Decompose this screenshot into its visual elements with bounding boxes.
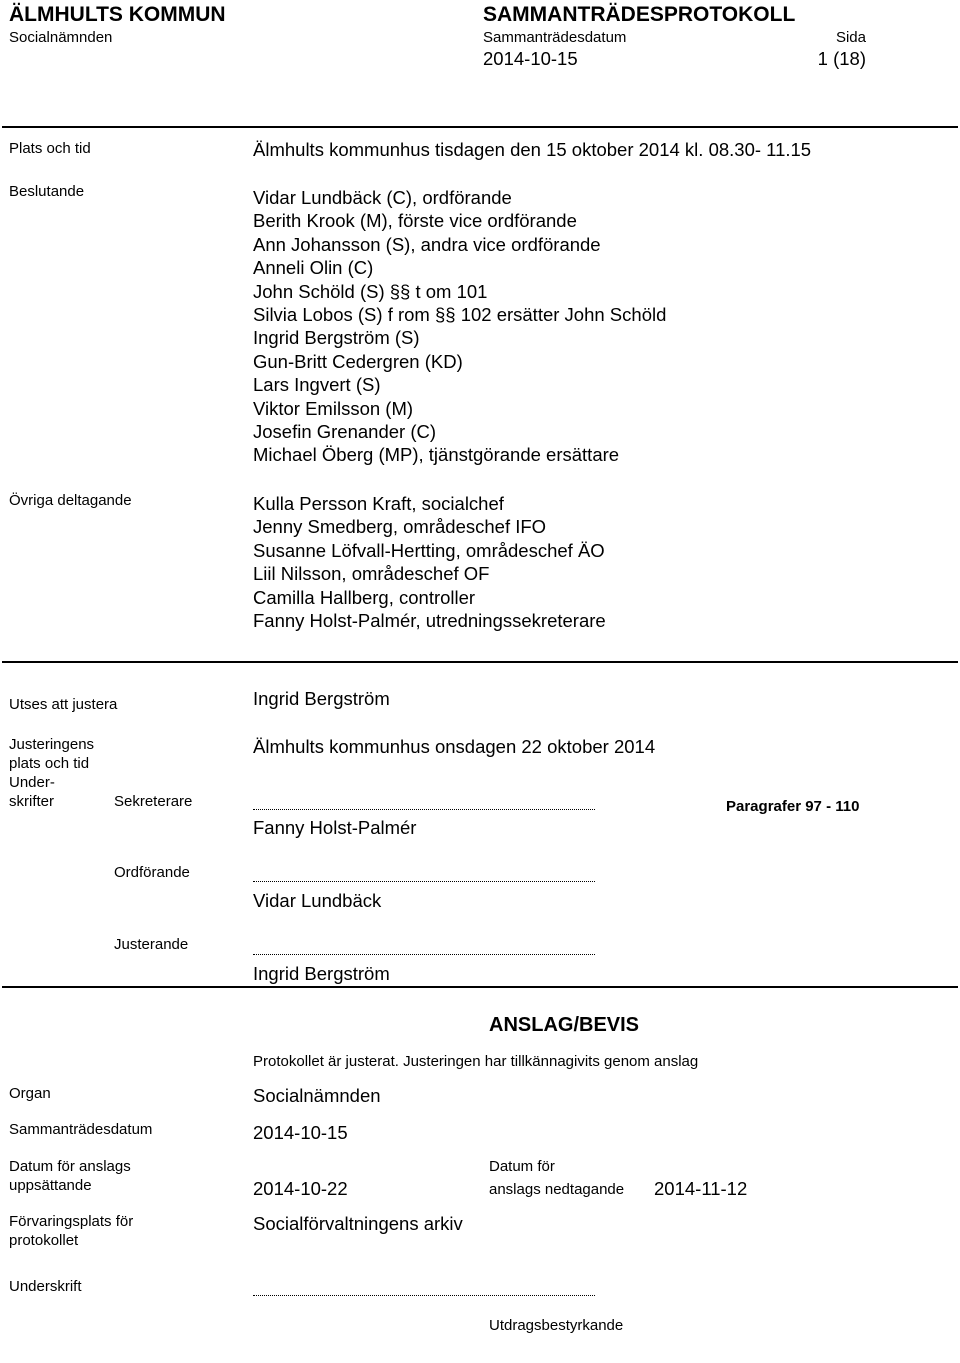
place-time-value: Älmhults kommunhus tisdagen den 15 oktober 2014 kl. 08.30- 11.15 — [253, 139, 812, 160]
list-item: Camilla Hallberg, controller — [253, 586, 476, 608]
organ-label: Organ — [9, 1085, 51, 1102]
posted-date-label-line1: Datum för anslags — [9, 1158, 131, 1175]
section-divider — [2, 986, 958, 988]
posted-date-label-line2: uppsättande — [9, 1177, 92, 1194]
organ-value: Socialnämnden — [253, 1085, 381, 1106]
place-time-label: Plats och tid — [9, 140, 91, 157]
list-item: Fanny Holst-Palmér, utredningssekreterare — [253, 610, 606, 632]
removed-date-label-line1: Datum för — [489, 1158, 555, 1175]
chair-label: Ordförande — [114, 864, 190, 881]
list-item: Ingrid Bergström (S) — [253, 327, 420, 349]
storage-value: Socialförvaltningens arkiv — [253, 1213, 463, 1234]
meeting-date-label: Sammanträdesdatum — [483, 29, 627, 46]
notice-meeting-date-value: 2014-10-15 — [253, 1122, 348, 1143]
adjustment-place-label-line2: plats och tid — [9, 755, 90, 772]
other-participants-list — [253, 492, 606, 632]
signature-line — [253, 1295, 595, 1296]
signature-line — [253, 954, 595, 955]
list-item: Anneli Olin (C) — [253, 257, 374, 279]
list-item: Michael Öberg (MP), tjänstgörande ersättare — [253, 444, 620, 466]
list-item: Josefin Grenander (C) — [253, 421, 437, 443]
department-name: Socialnämnden — [9, 29, 113, 46]
signatures-label-line1: Under- — [9, 774, 55, 791]
other-participants-label: Övriga deltagande — [9, 492, 132, 509]
removed-date-value: 2014-11-12 — [654, 1178, 748, 1199]
signature-line — [253, 881, 595, 882]
notice-title: ANSLAG/BEVIS — [489, 1014, 640, 1036]
list-item: John Schöld (S) §§ t om 101 — [253, 280, 488, 302]
municipality-name: ÄLMHULTS KOMMUN — [9, 3, 226, 26]
secretary-name: Fanny Holst-Palmér — [253, 817, 417, 838]
meeting-date: 2014-10-15 — [483, 48, 578, 69]
list-item: Viktor Emilsson (M) — [253, 397, 414, 419]
signatures-label-line2: skrifter — [9, 793, 54, 810]
list-item: Jenny Smedberg, områdeschef IFO — [253, 516, 547, 538]
section-divider — [2, 661, 958, 663]
adjustment-place-label-line1: Justeringens — [9, 736, 95, 753]
appointed-adjuster-label: Utses att justera — [9, 696, 118, 713]
decision-makers-label: Beslutande — [9, 183, 85, 200]
signature-label: Underskrift — [9, 1278, 82, 1295]
list-item: Kulla Persson Kraft, socialchef — [253, 493, 504, 514]
certifier-label: Utdragsbestyrkande — [489, 1317, 624, 1334]
decision-makers-list — [253, 186, 666, 467]
adjuster-name: Ingrid Bergström — [253, 963, 390, 984]
storage-label-line1: Förvaringsplats för — [9, 1213, 134, 1230]
list-item: Berith Krook (M), förste vice ordförande — [253, 210, 577, 232]
adjuster-label: Justerande — [114, 936, 189, 953]
list-item: Vidar Lundbäck (C), ordförande — [253, 187, 512, 208]
document-title: SAMMANTRÄDESPROTOKOLL — [483, 3, 796, 26]
list-item: Lars Ingvert (S) — [253, 374, 381, 396]
appointed-adjuster-value: Ingrid Bergström — [253, 688, 390, 709]
list-item: Gun-Britt Cedergren (KD) — [253, 350, 463, 372]
notice-meeting-date-label: Sammanträdesdatum — [9, 1121, 153, 1138]
list-item: Ann Johansson (S), andra vice ordförande — [253, 233, 601, 255]
signature-line — [253, 809, 595, 810]
storage-label-line2: protokollet — [9, 1232, 79, 1249]
chair-name: Vidar Lundbäck — [253, 890, 382, 911]
notice-statement: Protokollet är justerat. Justeringen har tillkännagivits genom anslag — [253, 1053, 699, 1070]
posted-date-value: 2014-10-22 — [253, 1178, 348, 1199]
list-item: Silvia Lobos (S) f rom §§ 102 ersätter John Schöld — [253, 304, 667, 326]
list-item: Susanne Löfvall-Hertting, områdeschef ÄO — [253, 539, 605, 561]
paragraphs-range: Paragrafer 97 - 110 — [726, 798, 860, 815]
page-number: 1 (18) — [817, 48, 866, 69]
list-item: Liil Nilsson, områdeschef OF — [253, 563, 490, 585]
page-label: Sida — [835, 29, 866, 46]
header-divider — [2, 126, 958, 128]
adjustment-place-value: Älmhults kommunhus onsdagen 22 oktober 2014 — [253, 736, 656, 757]
removed-date-label-line2: anslags nedtagande — [489, 1181, 625, 1198]
secretary-label: Sekreterare — [114, 793, 193, 810]
